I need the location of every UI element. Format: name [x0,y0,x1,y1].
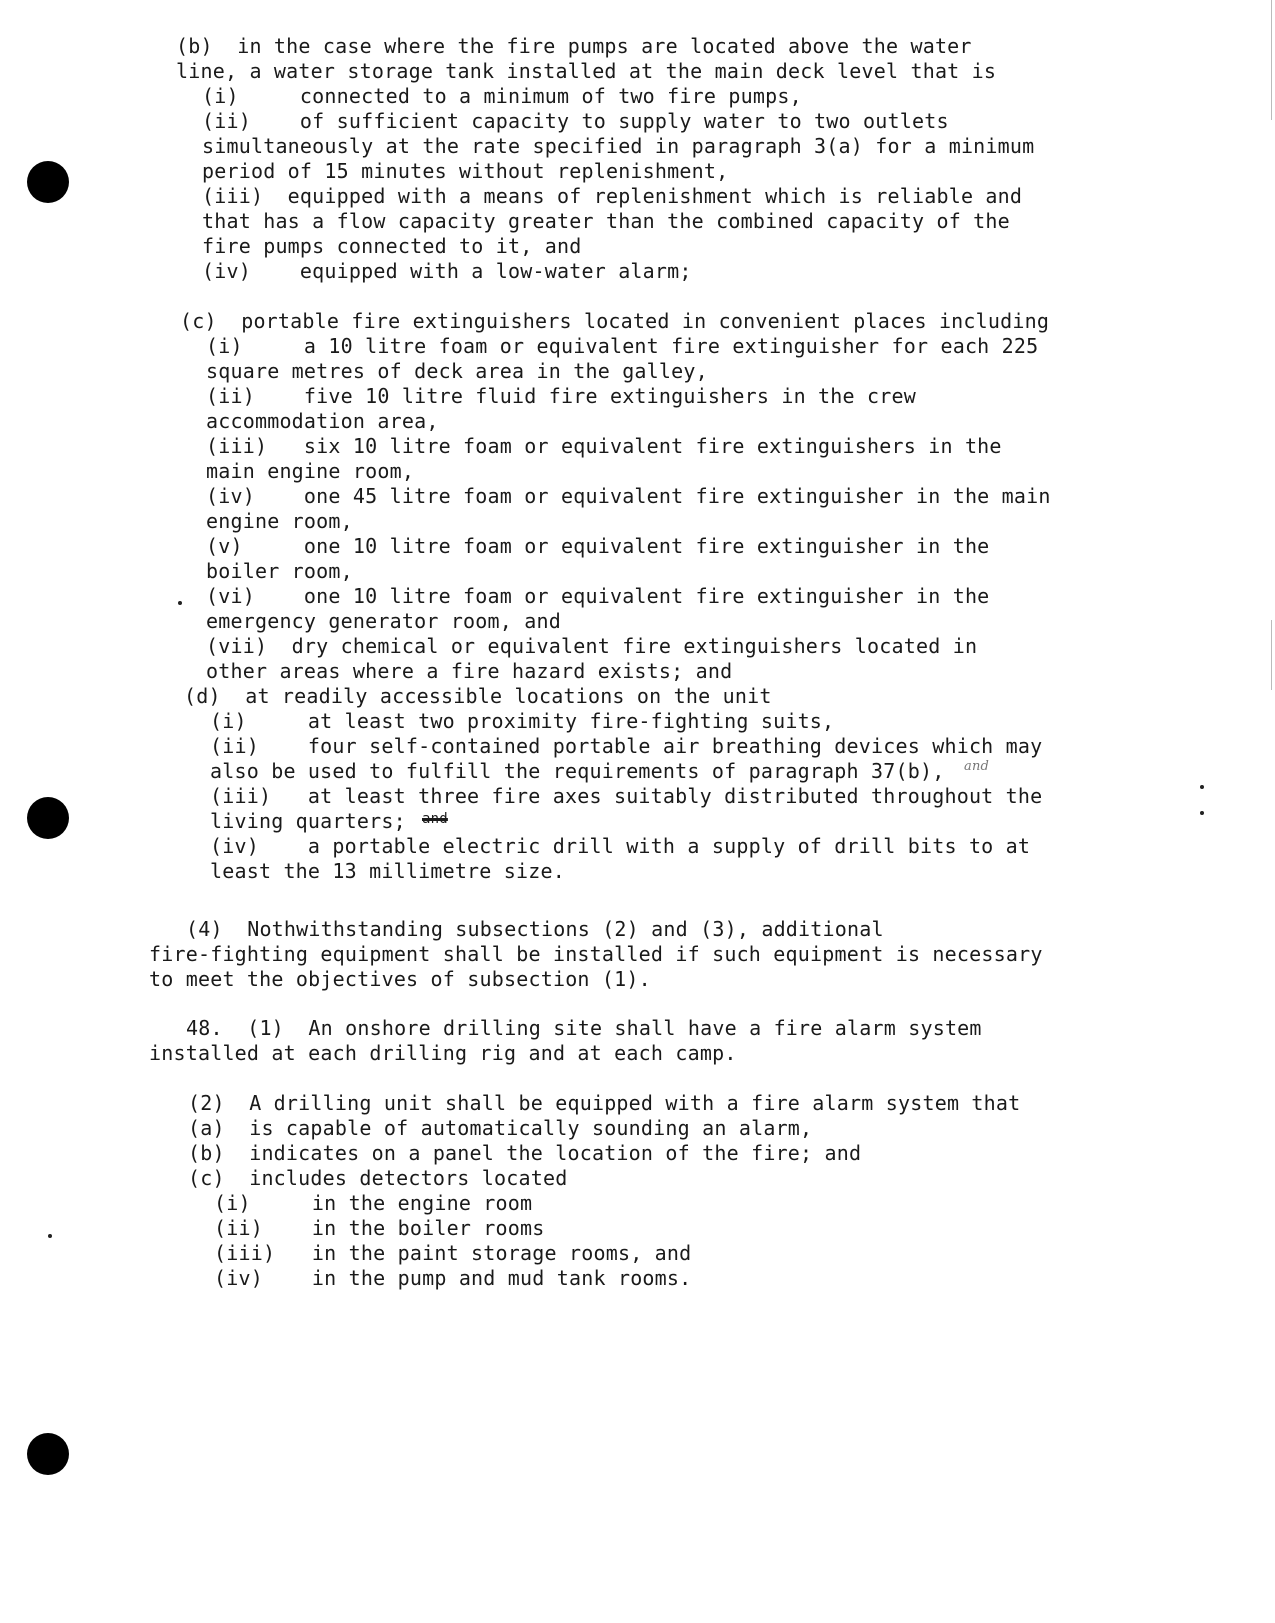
text-line: (iii) at least three fire axes suitably distributed throughout the [210,784,1043,808]
text-line: (i) a 10 litre foam or equivalent fire extinguisher for each 225 [206,334,1039,358]
text-line: (c) portable fire extinguishers located in convenient places including [180,309,1050,333]
text-line: (iv) in the pump and mud tank rooms. [214,1266,692,1290]
text-line: that has a flow capacity greater than the combined capacity of the [202,209,1010,233]
text-line: (iii) equipped with a means of replenishment which is reliable and [202,184,1023,208]
text-line: (iv) equipped with a low-water alarm; [202,259,692,283]
text-line: engine room, [206,509,353,533]
struck-word: and [422,811,448,827]
text-line: (i) connected to a minimum of two fire pumps, [202,84,802,108]
scan-speck [48,1234,52,1238]
scan-speck [1200,811,1204,815]
text-line: emergency generator room, and [206,609,561,633]
text-line: (iii) six 10 litre foam or equivalent fire extinguishers in the [206,434,1002,458]
text-line: fire-fighting equipment shall be installed if such equipment is necessary [149,942,1043,966]
text-line: 48. (1) An onshore drilling site shall have a fire alarm system [186,1016,982,1040]
scan-speck [178,601,182,605]
handwritten-note: and [964,759,990,774]
text-line: fire pumps connected to it, and [202,234,582,258]
text-line: (ii) of sufficient capacity to supply water to two outlets [202,109,949,133]
text-line: simultaneously at the rate specified in paragraph 3(a) for a minimum [202,134,1035,158]
text-line: (iv) one 45 litre foam or equivalent fire extinguisher in the main [206,484,1051,508]
text-line: to meet the objectives of subsection (1). [149,967,651,991]
text-line: main engine room, [206,459,415,483]
text-line: (b) in the case where the fire pumps are located above the water [176,34,972,58]
text-line: (ii) four self-contained portable air breathing devices which may [210,734,1043,758]
punch-hole-bottom [27,1433,69,1475]
text-line: (b) indicates on a panel the location of the fire; and [188,1141,862,1165]
text-line: (vi) one 10 litre foam or equivalent fire extinguisher in the [206,584,990,608]
scan-edge-line [1271,0,1272,120]
text-line: (i) at least two proximity fire-fighting suits, [210,709,835,733]
text-line: (i) in the engine room [214,1191,533,1215]
text-line: installed at each drilling rig and at each camp. [149,1041,737,1065]
text-line: period of 15 minutes without replenishment, [202,159,729,183]
text-line: (iv) a portable electric drill with a supply of drill bits to at [210,834,1031,858]
punch-hole-top [27,161,69,203]
text-line: (4) Nothwithstanding subsections (2) and (3), additional [186,917,884,941]
text-line: living quarters; [210,809,406,833]
text-line: accommodation area, [206,409,439,433]
text-line: also be used to fulfill the requirements of paragraph 37(b), [210,759,945,783]
text-line: (ii) in the boiler rooms [214,1216,545,1240]
text-line: (vii) dry chemical or equivalent fire extinguishers located in [206,634,978,658]
text-line: line, a water storage tank installed at the main deck level that is [176,59,997,83]
text-line: least the 13 millimetre size. [210,859,565,883]
text-line: (c) includes detectors located [188,1166,568,1190]
text-line: (2) A drilling unit shall be equipped with a fire alarm system that [188,1091,1021,1115]
text-line: square metres of deck area in the galley, [206,359,708,383]
text-line: (ii) five 10 litre fluid fire extinguishers in the crew [206,384,916,408]
scan-speck [1200,785,1204,789]
text-line: (a) is capable of automatically sounding an alarm, [188,1116,813,1140]
text-line: (iii) in the paint storage rooms, and [214,1241,692,1265]
text-line: (v) one 10 litre foam or equivalent fire extinguisher in the [206,534,990,558]
scan-edge-line [1271,620,1272,690]
punch-hole-middle [27,797,69,839]
text-line: other areas where a fire hazard exists; and [206,659,733,683]
text-line: (d) at readily accessible locations on the unit [184,684,772,708]
text-line: boiler room, [206,559,353,583]
